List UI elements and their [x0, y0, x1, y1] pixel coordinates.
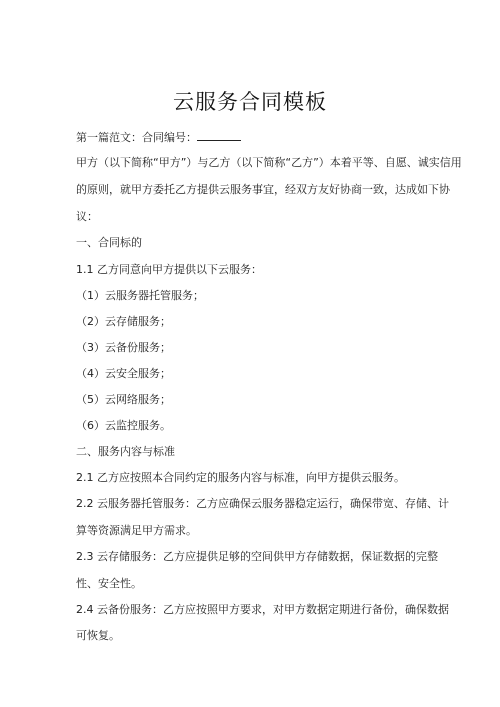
clause-line: 2.3 云存储服务：乙方应提供足够的空间供甲方存储数据，保证数据的完整 [76, 550, 438, 563]
clause-line: 性、安全性。 [76, 577, 142, 590]
list-item: （3）云备份服务； [76, 341, 171, 354]
clause-line: 算等资源满足甲方需求。 [76, 524, 197, 537]
clause-line: 2.2 云服务器托管服务：乙方应确保云服务器稳定运行，确保带宽、存储、计 [76, 497, 449, 510]
contract-number-label: 第一篇范文：合同编号： [76, 131, 197, 144]
contract-number-blank [197, 130, 241, 141]
contract-number-line [76, 130, 241, 145]
list-item: （2）云存储服务； [76, 315, 171, 328]
clause-line: 2.1 乙方应按照本合同约定的服务内容与标准，向甲方提供云服务。 [76, 471, 405, 484]
list-item: （4）云安全服务； [76, 367, 171, 380]
list-item: （6）云监控服务。 [76, 419, 171, 432]
clause-line: 2.4 云备份服务：乙方应按照甲方要求，对甲方数据定期进行备份，确保数据 [76, 603, 449, 616]
list-item: （1）云服务器托管服务； [76, 289, 204, 302]
clause-line: 可恢复。 [76, 629, 120, 642]
paragraph-line: 议： [76, 210, 98, 223]
paragraph-line: 甲方（以下简称“甲方”）与乙方（以下简称“乙方”）本着平等、自愿、诚实信用 [76, 156, 462, 169]
list-item: （5）云网络服务； [76, 393, 171, 406]
document-title: 云服务合同模板 [173, 90, 327, 114]
section-heading: 二、服务内容与标准 [76, 445, 175, 458]
section-heading: 一、合同标的 [76, 236, 142, 249]
clause-line: 1.1 乙方同意向甲方提供以下云服务： [76, 263, 262, 276]
paragraph-line: 的原则，就甲方委托乙方提供云服务事宜，经双方友好协商一致，达成如下协 [76, 183, 450, 196]
